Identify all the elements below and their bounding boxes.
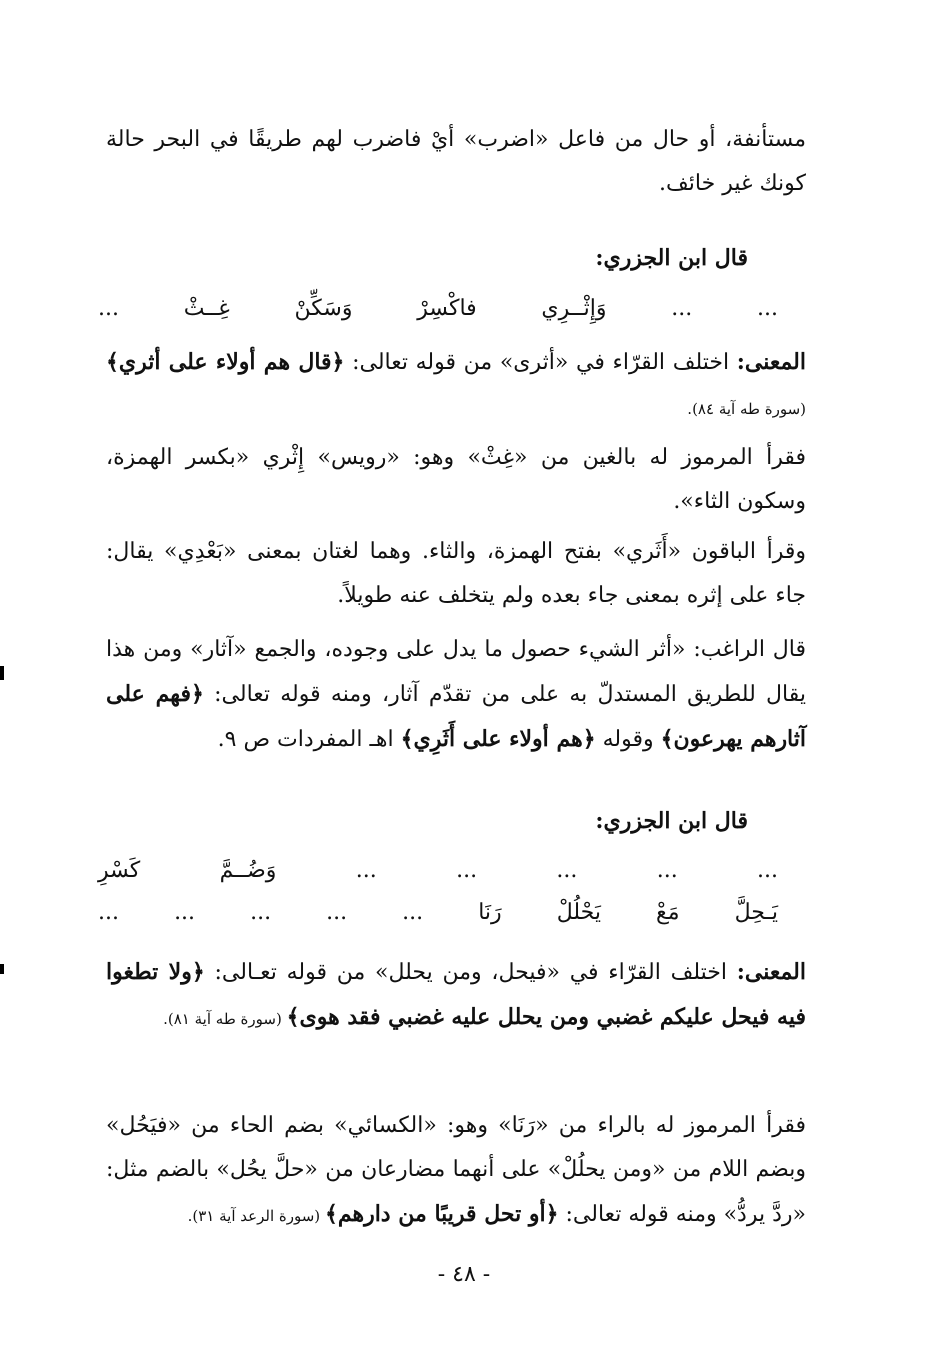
verse-word: غِــثْ: [183, 295, 230, 321]
verse-word: مَعْ: [656, 899, 680, 925]
section2-meaning: [106, 950, 806, 1041]
quran-quote: ﴿فهم على آثارهم يهرعون﴾: [106, 681, 806, 752]
section1-paragraph-2: فقرأ المرموز له بالغين من «غِثْ» وهو: «رويس» إِثْري «بكسر الهمزة، وسكون الثاء».: [106, 445, 806, 514]
paragraph-text: وقوله: [595, 727, 661, 752]
surah-reference: (سورة طه آية ٨٤).: [687, 400, 806, 418]
quran-quote: ﴿قال هم أولاء على أثري﴾: [106, 349, 345, 375]
section1-meaning: [106, 340, 806, 431]
intro-paragraph: مستأنفة، أو حال من فاعل «اضرب» أيْ فاضرب لهم طريقًا في البحر حالة كونك غير خائف.: [106, 127, 806, 196]
verse-word: ...: [757, 295, 778, 321]
verse-word: ...: [402, 899, 424, 925]
paragraph-text: قال الراغب: «أثر الشيء حصول ما يدل على وجوده، والجمع «آثار» ومن هذا يقال للطريق المستدلّ به على من تقدّم آثار، ومنه قوله تعالى:: [106, 637, 806, 707]
verse-word: ...: [556, 857, 578, 883]
verse-word: يَحْلُلْ: [556, 899, 601, 925]
verse-word: يَـحِلَّ: [734, 899, 778, 925]
meaning-label: المعنى:: [736, 349, 806, 375]
verse-word: وَضُــمَّ: [219, 857, 277, 883]
surah-reference: (سورة الرعد آية ٣١).: [187, 1207, 325, 1225]
verse-word: ...: [355, 857, 377, 883]
surah-reference: (سورة طه آية ٨١).: [163, 1010, 287, 1028]
section2-verse-line-1: [98, 850, 778, 890]
margin-mark: [0, 964, 4, 974]
paragraph-text: اهـ المفردات ص ٩.: [217, 727, 401, 752]
verse-word: ...: [757, 857, 778, 883]
quran-quote: ﴿أو تحل قريبًا من دارهم﴾: [324, 1201, 559, 1227]
verse-word: ...: [671, 295, 693, 321]
verse-word: ...: [326, 899, 348, 925]
quran-quote: ﴿هم أولاء على أَثَرِي﴾: [400, 726, 596, 752]
section1-heading: قال ابن الجزري:: [595, 245, 748, 271]
section1-verse: [98, 288, 778, 328]
page-number: - ٤٨ -: [437, 1262, 491, 1287]
section2-heading: قال ابن الجزري:: [595, 808, 748, 834]
margin-mark: [0, 666, 4, 680]
quran-quote: ﴿ولا تطغوا فيه فيحل عليكم غضبي ومن يحلل عليه غضبي فقد هوى﴾: [106, 959, 806, 1030]
verse-word: ...: [250, 899, 272, 925]
verse-word: فاكْسِرْ: [417, 295, 477, 321]
meaning-text: اختلف القرّاء في «فيحل، ومن يحلل» من قوله تعـالى:: [204, 960, 737, 985]
verse-word: ...: [656, 857, 678, 883]
section1-paragraph-3: وقرأ الباقون «أَثَري» بفتح الهمزة، والثاء. وهما لغتان بمعنى «بَعْدِي» يقال: جاء على إثره بمعنى جاء بعده ولم يتخلف عنه طويلاً.: [106, 539, 806, 608]
paragraph-text: فقرأ المرموز له بالراء من «رَنَا» وهو: «الكسائي» بضم الحاء من «فيَحُل» وبضم اللام من «ومن يحلُلْ» على أنهما مضارعان من «حلَّ يحُل» بالضم مثل: «ردَّ يردُّ» ومنه قوله تعالى:: [106, 1113, 806, 1227]
verse-word: ...: [174, 899, 196, 925]
section2-verse-line-2: [98, 892, 778, 932]
meaning-text: اختلف القرّاء في «أثرى» من قوله تعالى:: [344, 350, 737, 375]
verse-word: ...: [98, 295, 119, 321]
verse-word: ...: [456, 857, 478, 883]
verse-word: رَنَا: [478, 899, 502, 925]
verse-word: كَسْرِ: [98, 857, 141, 883]
verse-word: ...: [98, 899, 120, 925]
section1-paragraph-4: [106, 628, 806, 762]
verse-word: وَإِثْــرِي: [541, 295, 607, 321]
section2-paragraph-2: [106, 1104, 806, 1238]
verse-word: وَسَكِّنْ: [294, 295, 353, 321]
meaning-label: المعنى:: [736, 959, 806, 985]
